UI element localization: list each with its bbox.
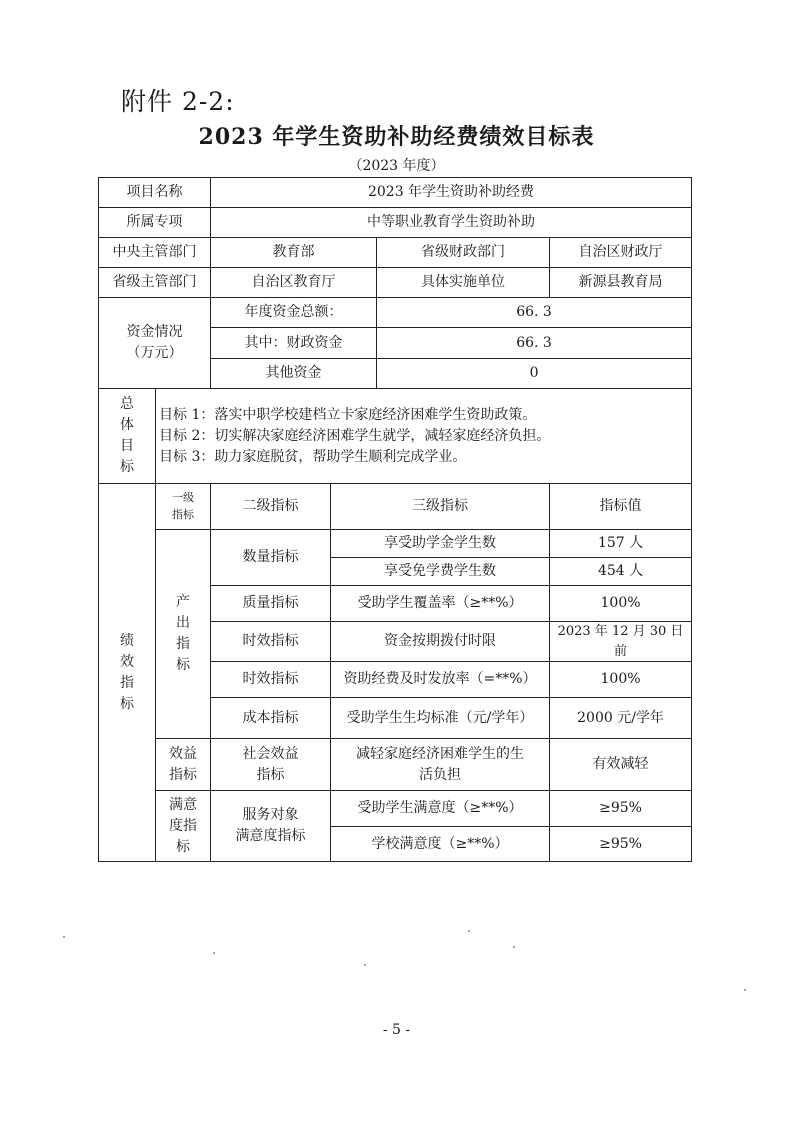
cost-name: 受助学生生均标准（元/学年） <box>331 698 550 739</box>
indicators-label-char: 绩 <box>120 632 134 649</box>
quality-value: 100% <box>550 586 692 622</box>
quality-name: 受助学生覆盖率（≥**%） <box>331 586 550 622</box>
satisfaction-label-line3: 标 <box>176 838 190 855</box>
social-benefit-label-line2: 指标 <box>256 766 285 783</box>
goals-label-char: 标 <box>120 459 134 475</box>
provincial-dept-row <box>99 268 692 298</box>
social-benefit-label <box>211 739 331 791</box>
header-level3: 三级指标 <box>331 484 550 530</box>
table-row <box>99 739 692 791</box>
output-label-char: 产 <box>176 594 190 610</box>
q1-value: 157 人 <box>550 530 692 558</box>
social-benefit-name <box>331 739 550 791</box>
indicator-header-row <box>99 484 692 530</box>
s2-name: 学校满意度（≥**%） <box>331 827 550 862</box>
service-satisfaction-line2: 满意度指标 <box>235 828 306 844</box>
document-year: （2023 年度） <box>348 158 445 174</box>
performance-target-table <box>98 177 692 862</box>
goals-label <box>99 389 156 484</box>
goals-row <box>99 389 692 484</box>
central-dept-row <box>99 238 692 268</box>
social-benefit-label-line1: 社会效益 <box>242 745 299 762</box>
quantity-label: 数量指标 <box>211 530 331 586</box>
service-satisfaction-label <box>211 791 331 862</box>
category-label: 所属专项 <box>99 208 211 238</box>
goals-label-char: 目 <box>120 438 134 454</box>
goals-label-char: 体 <box>120 417 134 433</box>
implementing-unit-value: 新源县教育局 <box>550 268 692 298</box>
finance-dept-label: 省级财政部门 <box>377 238 550 268</box>
central-dept-value: 教育部 <box>211 238 377 268</box>
q1-name: 享受助学金学生数 <box>331 530 550 558</box>
header-level1 <box>156 484 211 530</box>
goal-item-3: 目标 3：助力家庭脱贫，帮助学生顺利完成学业。 <box>159 448 467 465</box>
timeliness2-name: 资助经费及时发放率（=**%） <box>331 662 550 698</box>
finance-dept-value: 自治区财政厅 <box>550 238 692 268</box>
s2-value: ≥95% <box>550 827 692 862</box>
timeliness2-label: 时效指标 <box>211 662 331 698</box>
funds-label <box>99 298 211 389</box>
goal-item-2: 目标 2：切实解决家庭经济困难学生就学，减轻家庭经济负担。 <box>159 427 551 444</box>
output-label <box>156 530 211 739</box>
funds-total-value: 66. 3 <box>377 298 692 328</box>
document-title: 2023 年学生资助补助经费绩效目标表 <box>198 124 595 150</box>
provincial-dept-value: 自治区教育厅 <box>211 268 377 298</box>
output-label-char: 出 <box>176 615 190 631</box>
goal-item-1: 目标 1：落实中职学校建档立卡家庭经济困难学生资助政策。 <box>159 406 537 423</box>
scan-speck <box>364 964 366 966</box>
funds-label-line1: 资金情况 <box>126 324 183 340</box>
scan-speck <box>744 989 746 991</box>
indicators-label-char: 标 <box>120 695 134 712</box>
header-level1-line2: 指标 <box>172 507 194 521</box>
indicators-label-char: 指 <box>120 674 134 691</box>
satisfaction-label-line1: 满意 <box>169 796 197 813</box>
project-label: 项目名称 <box>99 178 211 208</box>
funds-fiscal-value: 66. 3 <box>377 328 692 359</box>
social-benefit-name-line1: 减轻家庭经济困难学生的生 <box>356 745 524 762</box>
service-satisfaction-line1: 服务对象 <box>242 807 299 823</box>
satisfaction-label <box>156 791 211 862</box>
indicators-label <box>99 484 156 862</box>
central-dept-label: 中央主管部门 <box>99 238 211 268</box>
output-label-char: 指 <box>176 636 190 652</box>
funds-label-line2: （万元） <box>126 345 183 361</box>
q2-name: 享受免学费学生数 <box>331 558 550 586</box>
scan-speck <box>513 946 515 948</box>
s1-value: ≥95% <box>550 791 692 827</box>
benefit-label-line2: 指标 <box>169 766 197 783</box>
benefit-label-line1: 效益 <box>169 745 197 762</box>
social-benefit-name-line2: 活负担 <box>419 766 461 783</box>
timeliness1-value: 2023 年 12 月 30 日前 <box>550 622 692 662</box>
funds-other-label: 其他资金 <box>211 359 377 389</box>
timeliness2-value: 100% <box>550 662 692 698</box>
timeliness1-label: 时效指标 <box>211 622 331 662</box>
timeliness1-name: 资金按期拨付时限 <box>331 622 550 662</box>
social-benefit-value: 有效减轻 <box>550 739 692 791</box>
goals-label-char: 总 <box>120 396 134 412</box>
funds-fiscal-label: 其中：财政资金 <box>211 328 377 359</box>
header-value: 指标值 <box>550 484 692 530</box>
category-row <box>99 208 692 238</box>
funds-total-label: 年度资金总额： <box>211 298 377 328</box>
scan-speck <box>63 936 65 938</box>
attachment-label: 附件 2-2: <box>121 87 235 116</box>
s1-name: 受助学生满意度（≥**%） <box>331 791 550 827</box>
quality-label: 质量指标 <box>211 586 331 622</box>
satisfaction-label-line2: 度指 <box>169 817 197 834</box>
scan-speck <box>468 930 470 932</box>
provincial-dept-label: 省级主管部门 <box>99 268 211 298</box>
cost-value: 2000 元/学年 <box>550 698 692 739</box>
funds-total-row <box>99 298 692 328</box>
table-row <box>99 530 692 558</box>
header-level2: 二级指标 <box>211 484 331 530</box>
indicators-label-char: 效 <box>120 653 134 670</box>
output-label-char: 标 <box>176 657 190 673</box>
funds-other-value: 0 <box>377 359 692 389</box>
page-number: - 5 - <box>382 1022 411 1038</box>
category-value: 中等职业教育学生资助补助 <box>211 208 692 238</box>
q2-value: 454 人 <box>550 558 692 586</box>
header-level1-line1: 一级 <box>172 491 194 504</box>
project-value: 2023 年学生资助补助经费 <box>211 178 692 208</box>
project-row <box>99 178 692 208</box>
cost-label: 成本指标 <box>211 698 331 739</box>
table-row <box>99 791 692 827</box>
scan-speck <box>213 952 215 954</box>
goals-content <box>156 389 692 484</box>
benefit-label <box>156 739 211 791</box>
implementing-unit-label: 具体实施单位 <box>377 268 550 298</box>
